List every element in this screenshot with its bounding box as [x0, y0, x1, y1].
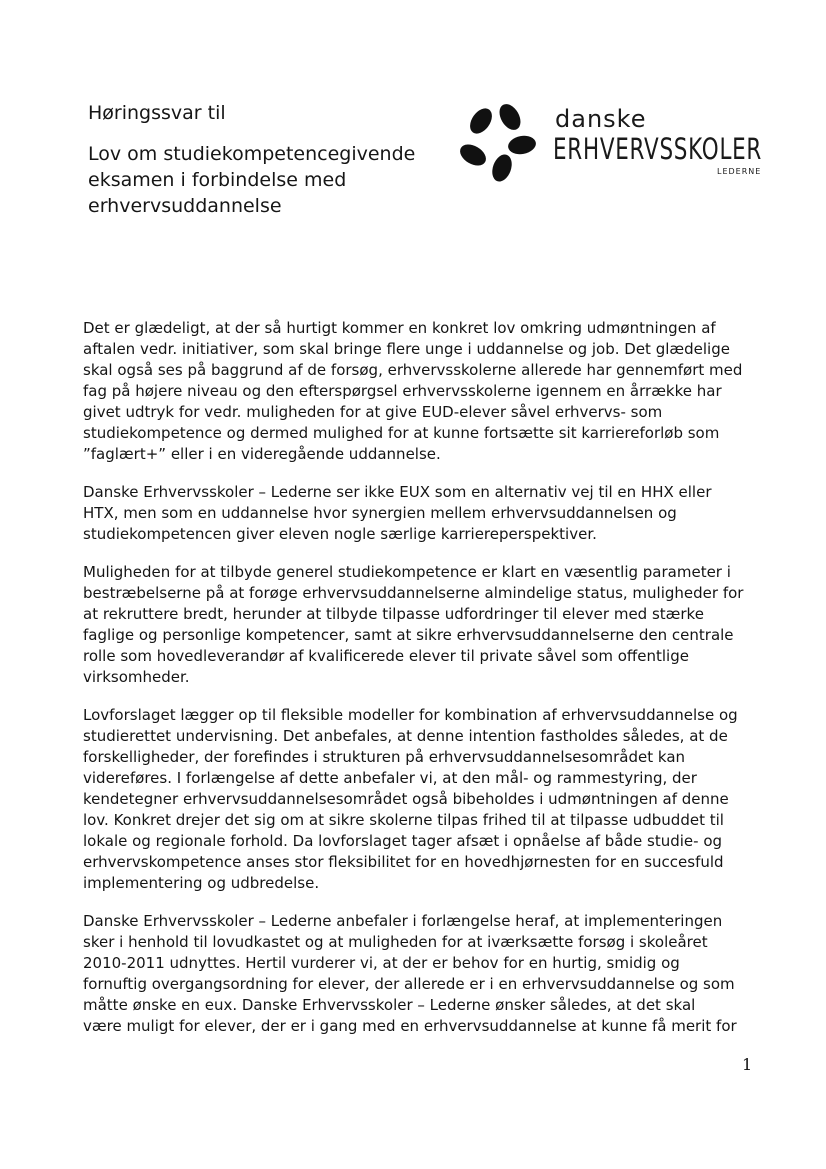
body-line: være muligt for elever, der er i gang med en erhvervsuddannelse at kunne få merit for [83, 1017, 737, 1035]
body-line: Lovforslaget lægger op til fleksible modeller for kombination af erhvervsuddannelse og [83, 706, 738, 724]
body-paragraph [83, 705, 773, 894]
body-line: Danske Erhvervsskoler – Lederne anbefaler i forlængelse heraf, at implementeringen [83, 912, 723, 930]
document-heading [88, 100, 468, 219]
body-line: at rekruttere bredt, herunder at tilbyde tilpasse udfordringer til elever med stærke [83, 605, 704, 623]
body-line: virksomheder. [83, 668, 190, 686]
page-number: 1 [742, 1055, 753, 1074]
logo-text-danske: danske [555, 105, 647, 133]
title-line: erhvervsuddannelse [88, 195, 282, 217]
document-title [88, 141, 468, 219]
body-paragraph [83, 911, 773, 1037]
body-paragraph [83, 562, 773, 688]
letter-body [83, 318, 773, 1054]
body-line: 2010-2011 udnyttes. Hertil vurderer vi, at der er behov for en hurtig, smidig og [83, 954, 680, 972]
title-line: eksamen i forbindelse med [88, 169, 347, 191]
body-line: erhvervskompetence anses stor fleksibilitet for en hovedhjørnesten for en succesfuld [83, 853, 724, 871]
body-line: kendetegner erhvervsuddannelsesområdet også bibeholdes i udmøntningen af denne [83, 790, 729, 808]
body-line: faglige og personlige kompetencer, samt at sikre erhvervsuddannelserne den centrale [83, 626, 734, 644]
body-line: HTX, men som en uddannelse hvor synergien mellem erhvervsuddannelsen og [83, 504, 677, 522]
logo-text-erhvervsskoler: ERHVERVSSKOLER [553, 132, 763, 166]
body-line: ”faglært+” eller i en videregående uddannelse. [83, 445, 441, 463]
flower-logo-icon [455, 100, 550, 190]
body-line: givet udtryk for vedr. muligheden for at give EUD-elever såvel erhvervs- som [83, 403, 663, 421]
title-line: Lov om studiekompetencegivende [88, 143, 416, 165]
body-line: studierettet undervisning. Det anbefales, at denne intention fastholdes således, at de [83, 727, 728, 745]
body-line: skal også ses på baggrund af de forsøg, erhvervsskolerne allerede har gennemført med [83, 361, 743, 379]
logo-text-lederne: LEDERNE [717, 167, 762, 176]
body-line: Danske Erhvervsskoler – Lederne ser ikke EUX som en alternativ vej til en HHX eller [83, 483, 712, 501]
body-line: rolle som hovedleverandør af kvalificerede elever til private såvel som offentlige [83, 647, 689, 665]
body-line: lokale og regionale forhold. Da lovforslaget tager afsæt i opnåelse af både studie- og [83, 832, 723, 850]
danske-erhvervsskoler-logo [455, 100, 775, 190]
body-line: implementering og udbredelse. [83, 874, 320, 892]
body-line: bestræbelserne på at forøge erhvervsuddannelserne almindelige status, muligheder for [83, 584, 744, 602]
body-line: Det er glædeligt, at der så hurtigt kommer en konkret lov omkring udmøntningen af [83, 319, 716, 337]
body-line: aftalen vedr. initiativer, som skal bringe flere unge i uddannelse og job. Det glædelige [83, 340, 730, 358]
body-line: sker i henhold til lovudkastet og at muligheden for at iværksætte forsøg i skoleåret [83, 933, 708, 951]
body-paragraph [83, 482, 773, 545]
body-line: lov. Konkret drejer det sig om at sikre skolerne tilpas frihed til at tilpasse udbuddet til [83, 811, 724, 829]
body-line: videreføres. I forlængelse af dette anbefaler vi, at den mål- og rammestyring, der [83, 769, 697, 787]
body-line: fag på højere niveau og den efterspørgsel erhvervsskolerne igennem en årrække har [83, 382, 722, 400]
body-paragraph [83, 318, 773, 465]
body-line: studiekompetence og dermed mulighed for at kunne fortsætte sit karriereforløb som [83, 424, 720, 442]
body-line: fornuftig overgangsordning for elever, der allerede er i en erhvervsuddannelse og som [83, 975, 735, 993]
body-line: studiekompetencen giver eleven nogle særlige karriereperspektiver. [83, 525, 597, 543]
body-line: forskelligheder, der forefindes i strukturen på erhvervsuddannelsesområdet kan [83, 748, 686, 766]
heading-kicker: Høringssvar til [88, 102, 226, 124]
body-line: måtte ønske en eux. Danske Erhvervsskoler – Lederne ønsker således, at det skal [83, 996, 696, 1014]
body-line: Muligheden for at tilbyde generel studiekompetence er klart en væsentlig parameter i [83, 563, 731, 581]
